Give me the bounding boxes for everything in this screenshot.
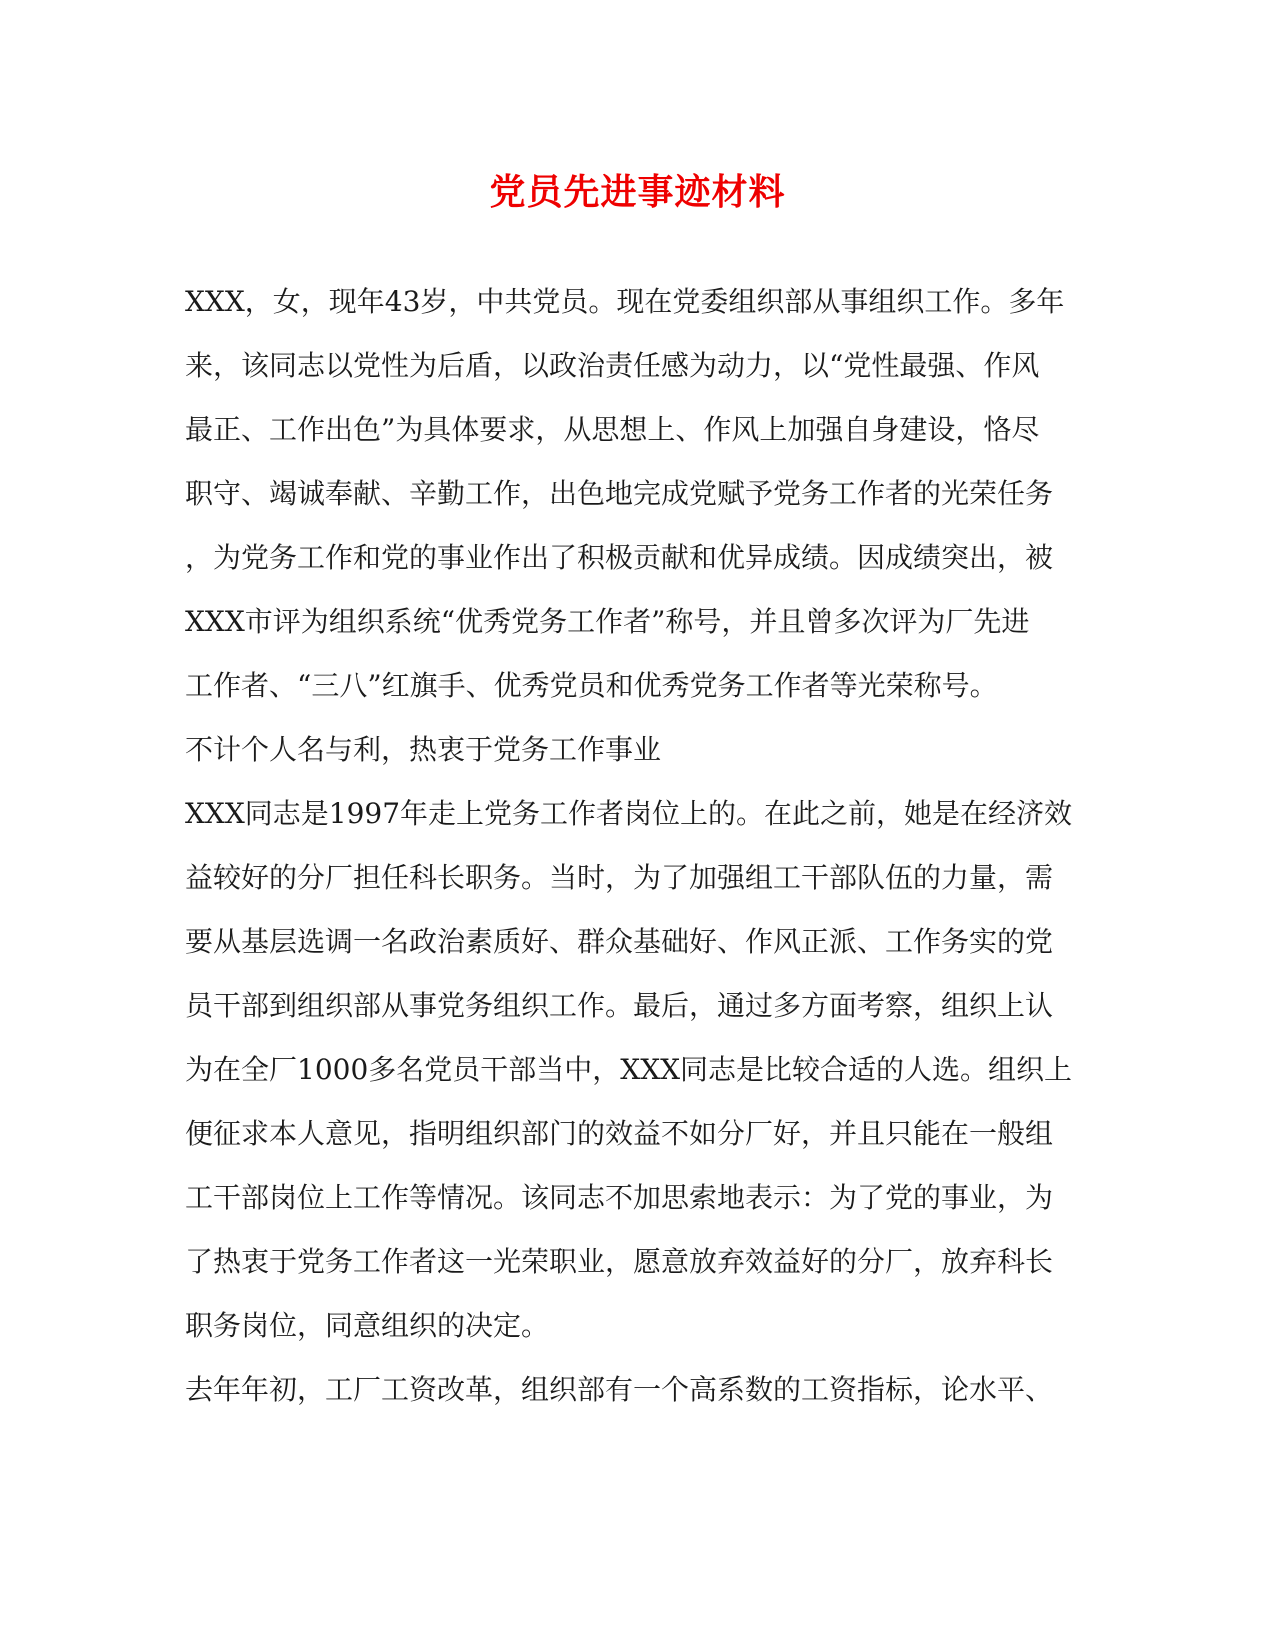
document-title: 党员先进事迹材料 xyxy=(489,171,786,213)
text-line: 来，该同志以党性为后盾，以政治责任感为动力，以“党性最强、作风 xyxy=(185,349,1040,382)
text-line: 职务岗位，同意组织的决定。 xyxy=(185,1309,550,1342)
text-line: XXX同志是1997年走上党务工作者岗位上的。在此之前，她是在经济效 xyxy=(185,797,1073,830)
document-body xyxy=(185,282,1085,1434)
text-line: 去年年初，工厂工资改革，组织部有一个高系数的工资指标，论水平、 xyxy=(185,1373,1054,1406)
text-line: ，为党务工作和党的事业作出了积极贡献和优异成绩。因成绩突出，被 xyxy=(185,541,1054,574)
text-line: XXX市评为组织系统“优秀党务工作者”称号，并且曾多次评为厂先进 xyxy=(185,605,1030,638)
text-line: XXX，女，现年43岁，中共党员。现在党委组织部从事组织工作。多年 xyxy=(185,285,1065,318)
text-line: 了热衷于党务工作者这一光荣职业，愿意放弃效益好的分厂，放弃科长 xyxy=(185,1245,1054,1278)
text-line: 职守、竭诚奉献、辛勤工作，出色地完成党赋予党务工作者的光荣任务 xyxy=(185,477,1054,510)
text-line: 益较好的分厂担任科长职务。当时，为了加强组工干部队伍的力量，需 xyxy=(185,861,1054,894)
section-heading: 不计个人名与利，热衷于党务工作事业 xyxy=(185,733,662,766)
text-line: 便征求本人意见，指明组织部门的效益不如分厂好，并且只能在一般组 xyxy=(185,1117,1054,1150)
text-line: 为在全厂1000多名党员干部当中，XXX同志是比较合适的人选。组织上 xyxy=(185,1053,1073,1086)
text-line: 要从基层选调一名政治素质好、群众基础好、作风正派、工作务实的党 xyxy=(185,925,1054,958)
text-line: 工干部岗位上工作等情况。该同志不加思索地表示：为了党的事业，为 xyxy=(185,1181,1054,1214)
text-line: 最正、工作出色”为具体要求，从思想上、作风上加强自身建设，恪尽 xyxy=(185,413,1040,446)
text-line: 工作者、“三八”红旗手、优秀党员和优秀党务工作者等光荣称号。 xyxy=(185,669,998,702)
text-line: 员干部到组织部从事党务组织工作。最后，通过多方面考察，组织上认 xyxy=(185,989,1054,1022)
